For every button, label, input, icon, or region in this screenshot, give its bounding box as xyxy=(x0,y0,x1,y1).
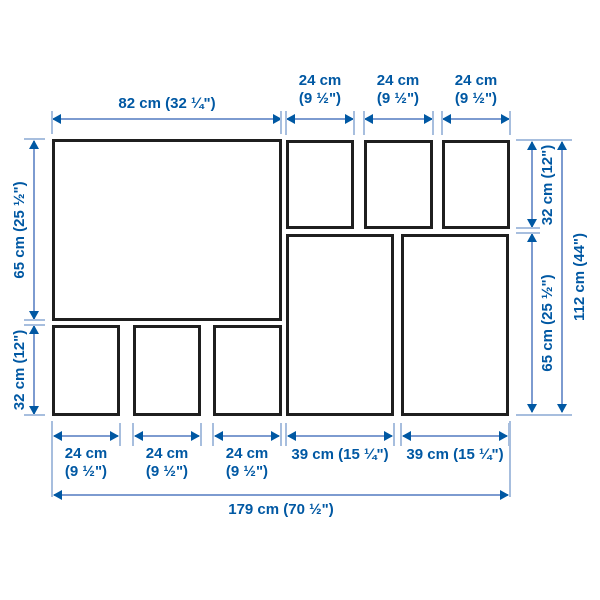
dim-label-line-cm: 24 cm xyxy=(298,72,342,89)
dim-label-bottom-24cm-3 xyxy=(226,445,269,481)
frame-bottom-small-1 xyxy=(52,325,120,416)
dim-label-top-24cm-2 xyxy=(377,72,420,108)
extension-tick xyxy=(432,111,434,135)
extension-tick xyxy=(393,423,395,446)
dim-label-line-cm: 24 cm xyxy=(145,445,189,462)
dim-label-top-24cm-1 xyxy=(299,72,342,108)
dim-label-line-inch: (9 ½") xyxy=(454,90,498,107)
dim-arrow-bottom-24cm-2 xyxy=(135,435,199,437)
dim-label-line-inch: (9 ½") xyxy=(225,463,269,480)
extension-tick xyxy=(212,423,214,446)
extension-tick xyxy=(285,423,287,446)
frame-top-small-1 xyxy=(286,140,354,229)
extension-tick xyxy=(363,111,365,135)
dim-arrow-top-24cm-2 xyxy=(365,118,432,120)
dim-label-bottom-24cm-1 xyxy=(65,445,108,481)
dim-label-bottom-39cm-2: 39 cm (15 ¼") xyxy=(406,446,504,463)
dim-label-line-cm: 24 cm xyxy=(454,72,498,89)
dim-label-bottom-24cm-2 xyxy=(146,445,189,481)
dim-label-line-inch: (9 ½") xyxy=(64,463,108,480)
dim-label-line-inch: (9 ½") xyxy=(298,90,342,107)
dim-arrow-right-32cm xyxy=(531,142,533,227)
extension-tick xyxy=(200,423,202,446)
extension-tick xyxy=(24,414,45,416)
dim-label-total-179cm: 179 cm (70 ½") xyxy=(228,501,334,518)
dim-arrow-bottom-39cm-1 xyxy=(288,435,392,437)
frame-top-small-3 xyxy=(442,140,510,229)
dim-arrow-right-65cm xyxy=(531,234,533,412)
extension-tick xyxy=(280,111,282,134)
dim-label-line-cm: 24 cm xyxy=(376,72,420,89)
extension-tick xyxy=(509,111,511,135)
extension-tick xyxy=(280,423,282,446)
frame-bottom-medium-2 xyxy=(401,234,509,416)
extension-tick xyxy=(24,319,45,321)
dim-arrow-top-24cm-3 xyxy=(443,118,509,120)
extension-connector-left xyxy=(51,421,53,497)
extension-tick xyxy=(285,111,287,135)
dim-label-right-112cm: 112 cm (44") xyxy=(571,232,588,322)
extension-connector-right xyxy=(509,421,511,497)
dim-arrow-top-82cm xyxy=(53,118,281,120)
frame-bottom-small-3 xyxy=(213,325,282,416)
extension-tick xyxy=(441,111,443,135)
dim-label-line-inch: (9 ½") xyxy=(145,463,189,480)
dim-arrow-bottom-24cm-1 xyxy=(54,435,118,437)
extension-tick xyxy=(119,423,121,446)
frame-bottom-small-2 xyxy=(133,325,201,416)
dim-arrow-bottom-24cm-3 xyxy=(215,435,279,437)
extension-tick xyxy=(400,423,402,446)
dim-label-top-82cm: 82 cm (32 ¼") xyxy=(118,95,216,112)
dim-label-line-cm: 24 cm xyxy=(64,445,108,462)
dim-arrow-bottom-39cm-2 xyxy=(403,435,507,437)
dim-label-left-32cm: 32 cm (12") xyxy=(11,329,28,411)
extension-tick xyxy=(24,138,45,140)
dim-arrow-right-112cm xyxy=(561,142,563,412)
dim-label-line-cm: 24 cm xyxy=(225,445,269,462)
dim-label-left-65cm: 65 cm (25 ½") xyxy=(11,181,28,279)
frame-large-82x65 xyxy=(52,139,282,321)
dim-label-right-32cm: 32 cm (12") xyxy=(539,144,556,226)
dim-arrow-total-179cm xyxy=(54,494,508,496)
dim-label-bottom-39cm-1: 39 cm (15 ¼") xyxy=(291,446,389,463)
extension-tick xyxy=(353,111,355,135)
dim-label-top-24cm-3 xyxy=(455,72,498,108)
extension-tick xyxy=(516,139,572,141)
dim-arrow-top-24cm-1 xyxy=(287,118,353,120)
dim-arrow-left-32cm xyxy=(33,326,35,414)
dim-label-line-inch: (9 ½") xyxy=(376,90,420,107)
extension-tick xyxy=(516,232,540,234)
extension-tick xyxy=(516,414,572,416)
frame-bottom-medium-1 xyxy=(286,234,394,416)
extension-tick xyxy=(516,227,540,229)
dim-arrow-left-65cm xyxy=(33,141,35,319)
extension-tick xyxy=(132,423,134,446)
extension-tick xyxy=(24,324,45,326)
frame-top-small-2 xyxy=(364,140,433,229)
dim-label-right-65cm: 65 cm (25 ½") xyxy=(539,274,556,372)
extension-tick xyxy=(51,111,53,134)
